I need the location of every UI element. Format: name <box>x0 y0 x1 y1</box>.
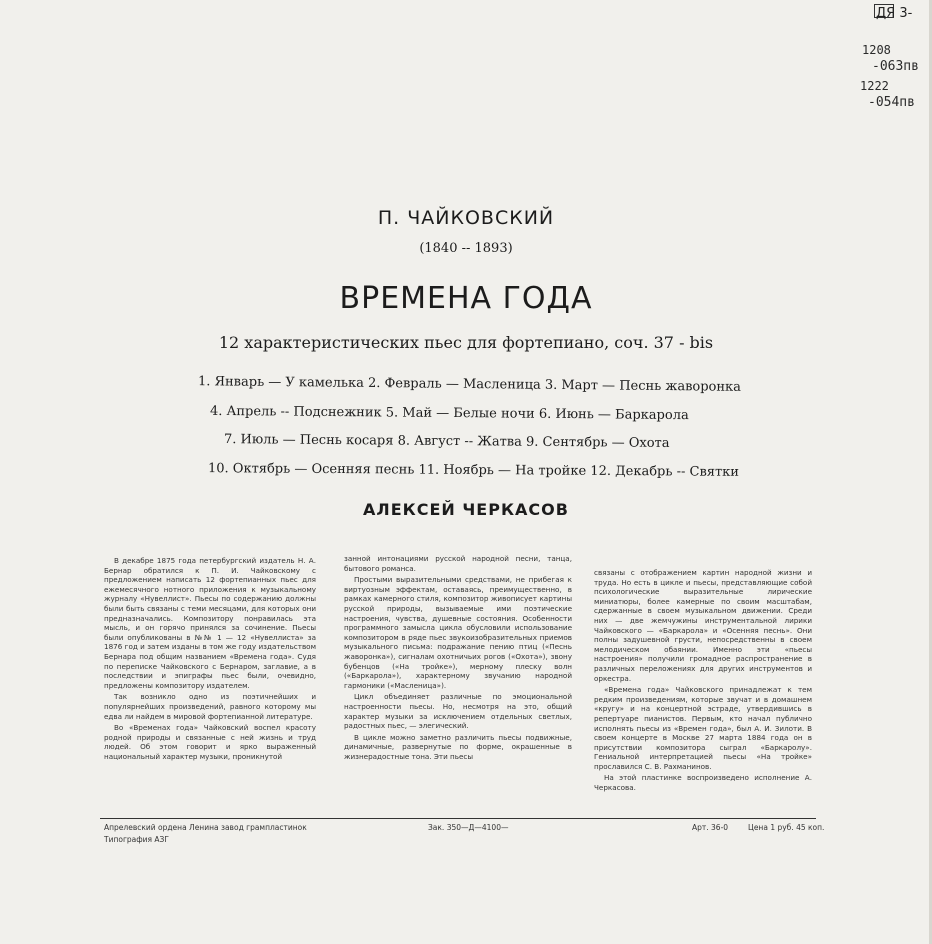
article-number: Арт. 36-0 <box>692 823 729 832</box>
album-subtitle: 12 характеристических пьес для фортепиано, соч. 37 - bis <box>218 333 714 352</box>
stamp-text: ДЯ <box>876 6 896 21</box>
liner-notes-column-2 <box>344 554 572 763</box>
catalog-number: Зак. 350—Д—4100— <box>428 823 509 832</box>
composer-name: П. ЧАЙКОВСКИЙ <box>377 207 555 229</box>
tracklist-line-4: 10. Октябрь — Осенняя песнь 11. Ноябрь — На тройке 12. Декабрь -- Святки <box>207 461 740 480</box>
notes-paragraph: Так возникло одно из поэтичнейших и популярнейших произведений, равного которому мы едва ли найдем в мировой фортепианной литературе. <box>104 692 316 721</box>
handwritten-number-1: 1208 <box>862 43 891 57</box>
handwritten-number-3: 1222 <box>860 79 889 93</box>
footer-divider <box>100 818 816 819</box>
notes-paragraph: Цикл объединяет различные по эмоциональной настроенности пьесы. Но, несмотря на это, общий характер музыки за исключением отдельных светлых, радостных пьес, — элегический. <box>344 692 572 731</box>
notes-paragraph: Во «Временах года» Чайковский воспел красоту родной природы и связанные с ней жизнь и труд людей. Об этом говорит и ярко выраженный национальный характер музыки, проникнутой <box>104 723 316 761</box>
notes-paragraph: Простыми выразительными средствами, не прибегая к виртуозным эффектам, оставаясь, преимущественно, в рамках камерного стиля, композитор живописует картины русской природы, вызываемые ими поэтические настроения, чувства, душевные состояния. Особенности программного замысла цикла обусловили использование композитором в ряде пьес звукоизобразительных приемов музыкального письма: подражание пению птиц («Песнь жаворонка»), сигналам охотничьих рогов («Охота»), звону бубенцов («На тройке»), мерному плеску волн («Баркарола»), характерному звучанию народной гармоники («Масленица»). <box>344 575 572 690</box>
handwritten-number-2: -063пв <box>872 59 919 74</box>
archive-stamp <box>876 6 912 21</box>
printer-credit: Типография АЗГ <box>104 835 169 844</box>
handwritten-number-4: -054пв <box>868 95 915 110</box>
tracklist-line-2: 4. Апрель -- Подснежник 5. Май — Белые ночи 6. Июнь — Баркарола <box>209 403 689 424</box>
album-title: ВРЕМЕНА ГОДА <box>339 281 593 316</box>
notes-paragraph: В декабре 1875 года петербургский издатель Н. А. Бернар обратился к П. И. Чайковскому с предложением написать 12 фортепианных пьес для ежемесячного нотного приложения к музыкальному журналу «Нувеллист». Пьесы по содержанию должны были быть связаны с теми месяцами, для которых они предназначались. Композитору понравилась эта мысль, и он горячо принялся за сочинение. Пьесы были опубликованы в №№ 1 — 12 «Нувеллиста» за 1876 год и затем изданы в том же году издательством Бернара под общим названием «Времена года». Судя по переписке Чайковского с Бернаром, заглавие, а в последствии и эпиграфы пьес были, очевидно, предложены композитору издателем. <box>104 556 316 690</box>
performer-name: АЛЕКСЕЙ ЧЕРКАСОВ <box>363 500 569 519</box>
liner-notes-column-3 <box>594 568 812 795</box>
price-label: Цена 1 руб. 45 коп. <box>748 823 825 832</box>
stamp-corner: 3- <box>899 6 913 21</box>
notes-paragraph: связаны с отображением картин народной жизни и труда. Но есть в цикле и пьесы, представляющие собой психологические выразительные лирические миниатюры, более камерные по своим масштабам, сдержанные в своем музыкальном движении. Среди них — две жемчужины инструментальной лирики Чайковского — «Баркарола» и «Осенняя песнь». Они полны задушевной грусти, непосредственны в своем мелодическом обаянии. Именно эти «пьесы настроения» получили громадное распространение в различных переложениях для других инструментов и оркестра. <box>594 568 812 683</box>
manufacturer-credit: Апрелевский ордена Ленина завод грампластинок <box>104 823 307 832</box>
tracklist-line-1: 1. Январь — У камелька 2. Февраль — Масленица 3. Март — Песнь жаворонка <box>197 374 742 395</box>
notes-paragraph: На этой пластинке воспроизведено исполнение А. Черкасова. <box>594 773 812 793</box>
composer-years: (1840 -- 1893) <box>419 241 513 256</box>
liner-notes-column-1 <box>104 556 316 763</box>
notes-paragraph: занной интонациями русской народной песни, танца, бытового романса. <box>344 554 572 573</box>
notes-paragraph: В цикле можно заметно различить пьесы подвижные, динамичные, развернутые по форме, окрашенные в жизнерадостные тона. Эти пьесы <box>344 732 572 761</box>
notes-paragraph: «Времена года» Чайковского принадлежат к тем редким произведениям, которые звучат и в домашнем «кругу» и на концертной эстраде, утвердившись в репертуаре пианистов. Первым, кто начал публично исполнять пьесы из «Времен года», был А. И. Зилоти. В своем концерте в Москве 27 марта 1884 года он в присутствии композитора сыграл «Баркаролу». Гениальной интерпретацией пьесы «На тройке» прославился С. В. Рахманинов. <box>594 685 812 771</box>
tracklist-line-3: 7. Июль — Песнь косаря 8. Август -- Жатва 9. Сентябрь — Охота <box>223 432 670 451</box>
